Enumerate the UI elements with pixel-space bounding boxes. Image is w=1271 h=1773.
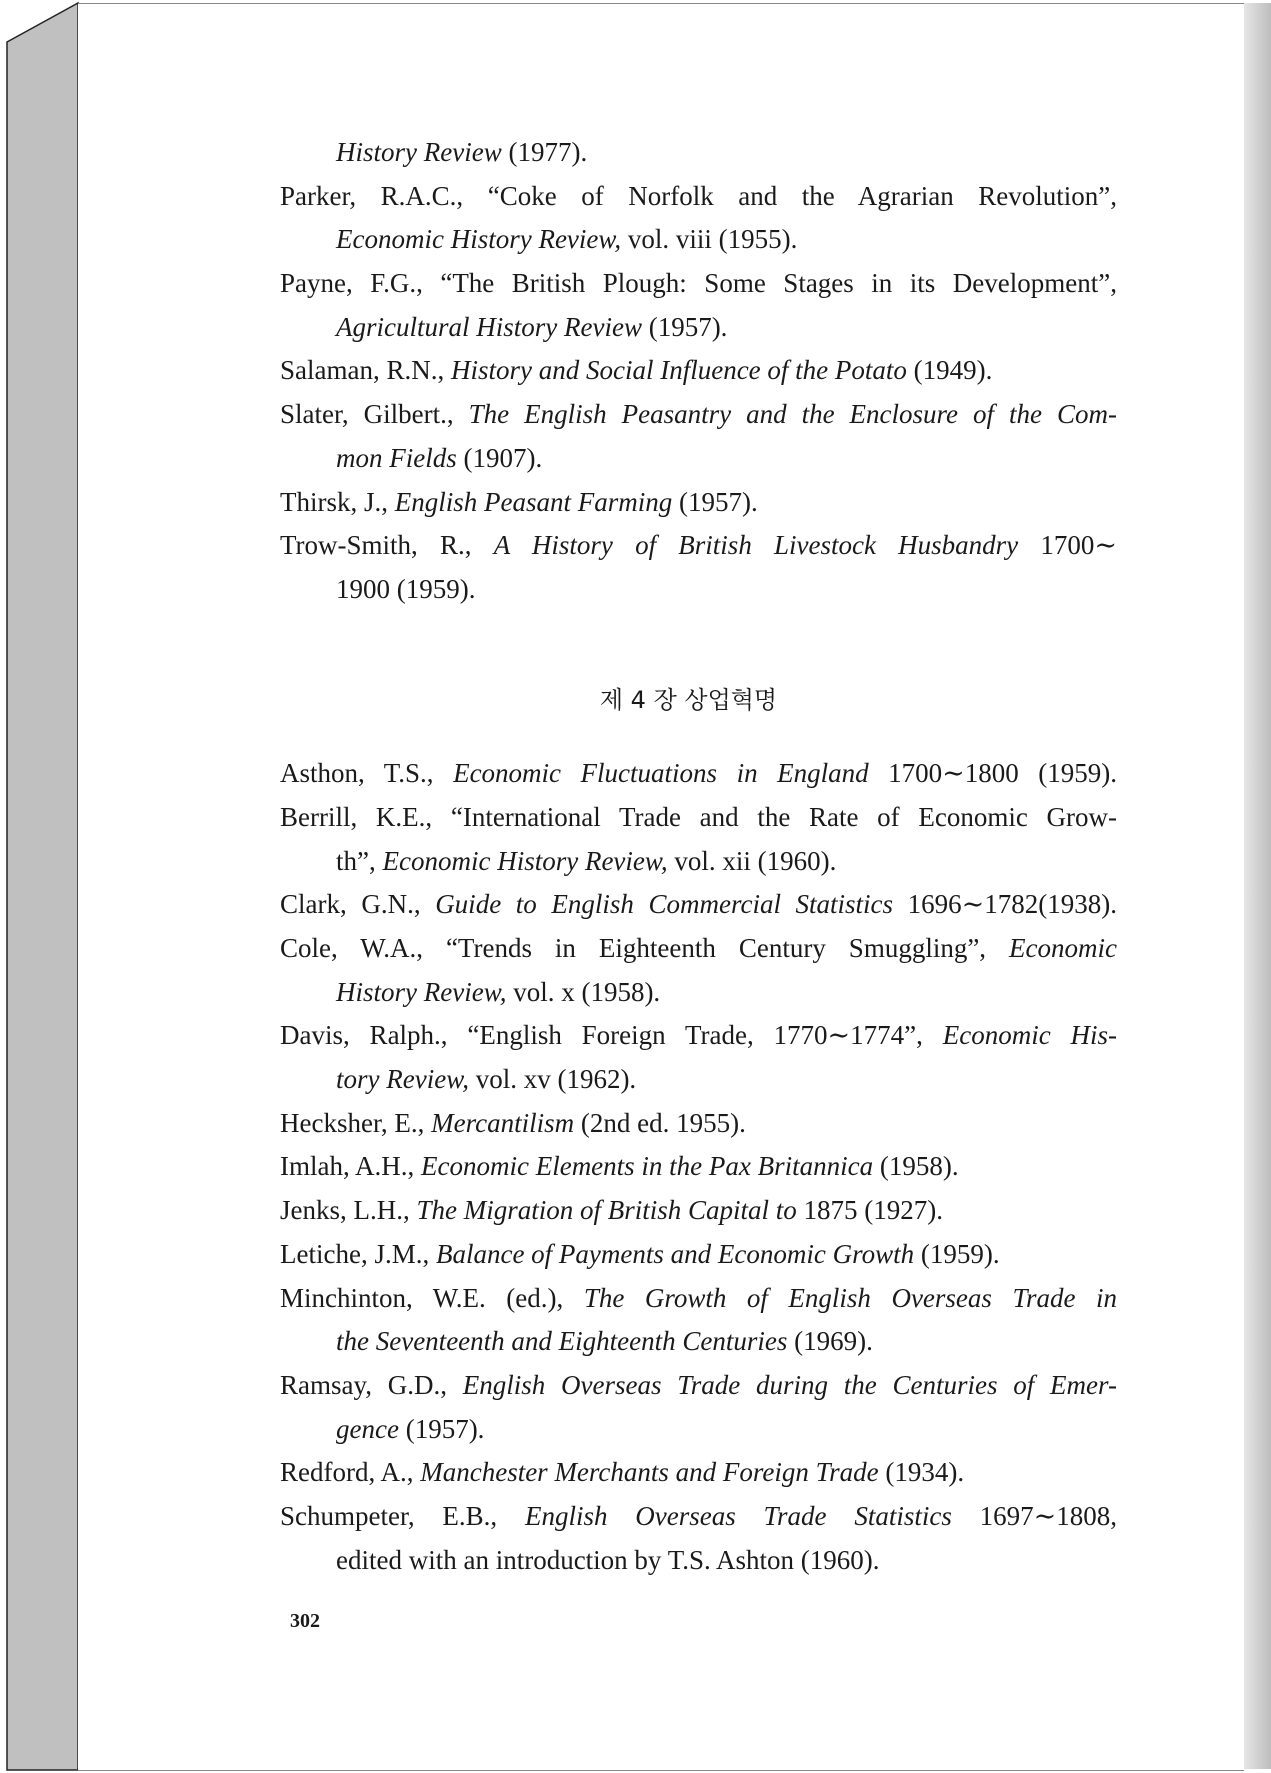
- entry-line: [280, 752, 1117, 796]
- chapter-heading: 제 4 장 상업혁명: [599, 685, 778, 714]
- italic-title-text: History Review,: [336, 976, 507, 1007]
- italic-title-text: the Seventeenth and Eighteenth Centuries: [336, 1326, 788, 1357]
- entry-text: (1958).: [873, 1151, 959, 1182]
- entry-line: [280, 349, 1117, 393]
- entry-text: (1949).: [906, 355, 993, 386]
- entry-text: 1700∼: [1018, 530, 1117, 561]
- entry-line: [280, 971, 1117, 1015]
- entry-text: Asthon, T.S.,: [280, 758, 454, 789]
- bibliography-entry: [280, 927, 1117, 1014]
- italic-title-text: Economic History Review,: [336, 224, 622, 255]
- bibliography-entry: [280, 1451, 1117, 1495]
- entry-text: Schumpeter, E.B.,: [280, 1500, 525, 1531]
- entry-text: (2nd ed. 1955).: [574, 1107, 746, 1138]
- italic-title-text: Economic: [1009, 933, 1117, 963]
- entry-text: vol. x (1958).: [506, 976, 661, 1007]
- italic-title-text: English Overseas Trade Statistics: [524, 1500, 952, 1531]
- entry-text: (1969).: [787, 1326, 873, 1357]
- entry-line: [280, 262, 1117, 306]
- entry-text: edited with an introduction by T.S. Ashton (1960).: [336, 1544, 880, 1575]
- entry-line: [280, 481, 1117, 525]
- entry-text: Payne, F.G., “The British Plough: Some Stages in its Development”,: [280, 268, 1117, 299]
- entry-text: Imlah, A.H.,: [280, 1151, 421, 1182]
- entry-text: 1697∼1808,: [951, 1500, 1118, 1531]
- italic-title-text: Guide to English Commercial Statistics: [435, 889, 894, 920]
- italic-title-text: History Review: [336, 137, 502, 167]
- bibliography-entry: [280, 1364, 1117, 1451]
- entry-line: [280, 883, 1117, 927]
- bibliography-entry: [280, 131, 1117, 175]
- bibliography-section-1: [280, 131, 1117, 612]
- entry-text: Redford, A.,: [280, 1457, 421, 1488]
- bibliography-entry: [280, 1014, 1117, 1101]
- italic-title-text: A History of British Livestock Husbandry: [493, 530, 1019, 561]
- bibliography-entry: [280, 1233, 1117, 1277]
- bibliography-entry: [280, 349, 1117, 393]
- italic-title-text: Mercantilism: [431, 1107, 575, 1138]
- bibliography-section-2: [280, 752, 1117, 1582]
- entry-text: Slater, Gilbert.,: [280, 399, 469, 430]
- entry-line: [280, 175, 1117, 219]
- entry-line: [280, 1233, 1117, 1277]
- entry-line: [280, 218, 1117, 262]
- entry-text: Clark, G.N.,: [280, 889, 436, 920]
- italic-title-text: The English Peasantry and the Enclosure of the Com-: [468, 399, 1117, 430]
- bibliography-entry: [280, 796, 1117, 883]
- entry-line: [280, 1014, 1117, 1058]
- entry-line: [280, 1495, 1117, 1539]
- italic-title-text: English Peasant Farming: [394, 486, 673, 517]
- bibliography-entry: [280, 175, 1117, 262]
- italic-title-text: The Migration of British Capital to: [416, 1195, 797, 1226]
- italic-title-text: Economic History Review,: [382, 845, 668, 876]
- entry-text: Cole, W.A., “Trends in Eighteenth Century Smuggling”,: [280, 933, 1010, 963]
- bibliography-entry: [280, 752, 1117, 796]
- entry-line: [280, 1364, 1117, 1408]
- entry-line: [280, 1058, 1117, 1102]
- entry-line: [280, 393, 1117, 437]
- entry-text: vol. xv (1962).: [468, 1064, 637, 1095]
- entry-text: Berrill, K.E., “International Trade and the Rate of Economic Grow-: [280, 801, 1117, 832]
- entry-text: 1700∼1800 (1959).: [868, 758, 1117, 789]
- bibliography-entry: [280, 1145, 1117, 1189]
- bibliography-entry: [280, 1277, 1117, 1364]
- entry-text: Ramsay, G.D.,: [280, 1369, 463, 1400]
- entry-text: Salaman, R.N.,: [280, 355, 451, 386]
- italic-title-text: Agricultural History Review: [336, 311, 642, 342]
- entry-line: [280, 1145, 1117, 1189]
- entry-line: [280, 1451, 1117, 1495]
- entry-line: [280, 840, 1117, 884]
- entry-line: [280, 796, 1117, 840]
- entry-line: [280, 927, 1117, 971]
- entry-text: (1977).: [501, 137, 588, 167]
- italic-title-text: Economic Fluctuations in England: [453, 758, 869, 789]
- page-number: 302: [290, 1610, 320, 1632]
- entry-text: Letiche, J.M.,: [280, 1238, 436, 1269]
- bibliography-entry: [280, 481, 1117, 525]
- entry-line: [280, 1320, 1117, 1364]
- italic-title-text: English Overseas Trade during the Centuries of Emer-: [462, 1369, 1117, 1400]
- italic-title-text: tory Review,: [336, 1064, 469, 1095]
- entry-line: [280, 1277, 1117, 1321]
- entry-text: vol. xii (1960).: [667, 845, 837, 876]
- entry-line: [280, 306, 1117, 350]
- italic-title-text: Manchester Merchants and Foreign Trade: [420, 1457, 879, 1488]
- entry-text: (1907).: [456, 442, 543, 473]
- entry-text: (1957).: [672, 486, 758, 517]
- bibliography-entry: [280, 883, 1117, 927]
- entry-text: (1957).: [641, 311, 728, 342]
- entry-line: [280, 568, 1117, 612]
- italic-title-text: The Growth of English Overseas Trade in: [583, 1282, 1117, 1313]
- italic-title-text: Economic Elements in the Pax Britannica: [421, 1151, 874, 1182]
- italic-title-text: gence: [336, 1413, 399, 1444]
- bibliography-entry: [280, 524, 1117, 611]
- italic-title-text: Economic His-: [942, 1020, 1117, 1051]
- bibliography: [280, 131, 1117, 1582]
- entry-line: [280, 437, 1117, 481]
- entry-line: [280, 1189, 1117, 1233]
- entry-text: Parker, R.A.C., “Coke of Norfolk and the Agrarian Revolution”,: [280, 180, 1117, 211]
- entry-text: 1900 (1959).: [336, 573, 476, 604]
- page-edge-shadow: [1244, 3, 1271, 1769]
- entry-text: Trow-Smith, R.,: [280, 530, 494, 561]
- entry-text: 1696∼1782(1938).: [893, 889, 1118, 920]
- italic-title-text: mon Fields: [336, 442, 457, 473]
- entry-text: Davis, Ralph., “English Foreign Trade, 1770∼1774”,: [280, 1020, 943, 1051]
- entry-line: [280, 1408, 1117, 1452]
- italic-title-text: Balance of Payments and Economic Growth: [435, 1238, 915, 1269]
- entry-text: (1934).: [878, 1457, 965, 1488]
- entry-text: Hecksher, E.,: [280, 1107, 432, 1138]
- entry-text: th”,: [336, 845, 383, 876]
- italic-title-text: History and Social Influence of the Potato: [450, 355, 907, 386]
- entry-text: Thirsk, J.,: [280, 486, 395, 517]
- bibliography-entry: [280, 1102, 1117, 1146]
- entry-text: Minchinton, W.E. (ed.),: [280, 1282, 584, 1313]
- bibliography-entry: [280, 1495, 1117, 1582]
- entry-line: [280, 1102, 1117, 1146]
- entry-line: [280, 1539, 1117, 1583]
- entry-text: vol. viii (1955).: [621, 224, 798, 255]
- entry-text: (1957).: [398, 1413, 485, 1444]
- entry-text: (1959).: [914, 1238, 1000, 1269]
- entry-line: [280, 131, 1117, 175]
- entry-text: Jenks, L.H.,: [280, 1195, 417, 1226]
- entry-text: 1875 (1927).: [796, 1195, 944, 1226]
- bibliography-entry: [280, 393, 1117, 480]
- entry-line: [280, 524, 1117, 568]
- bibliography-entry: [280, 262, 1117, 349]
- bibliography-entry: [280, 1189, 1117, 1233]
